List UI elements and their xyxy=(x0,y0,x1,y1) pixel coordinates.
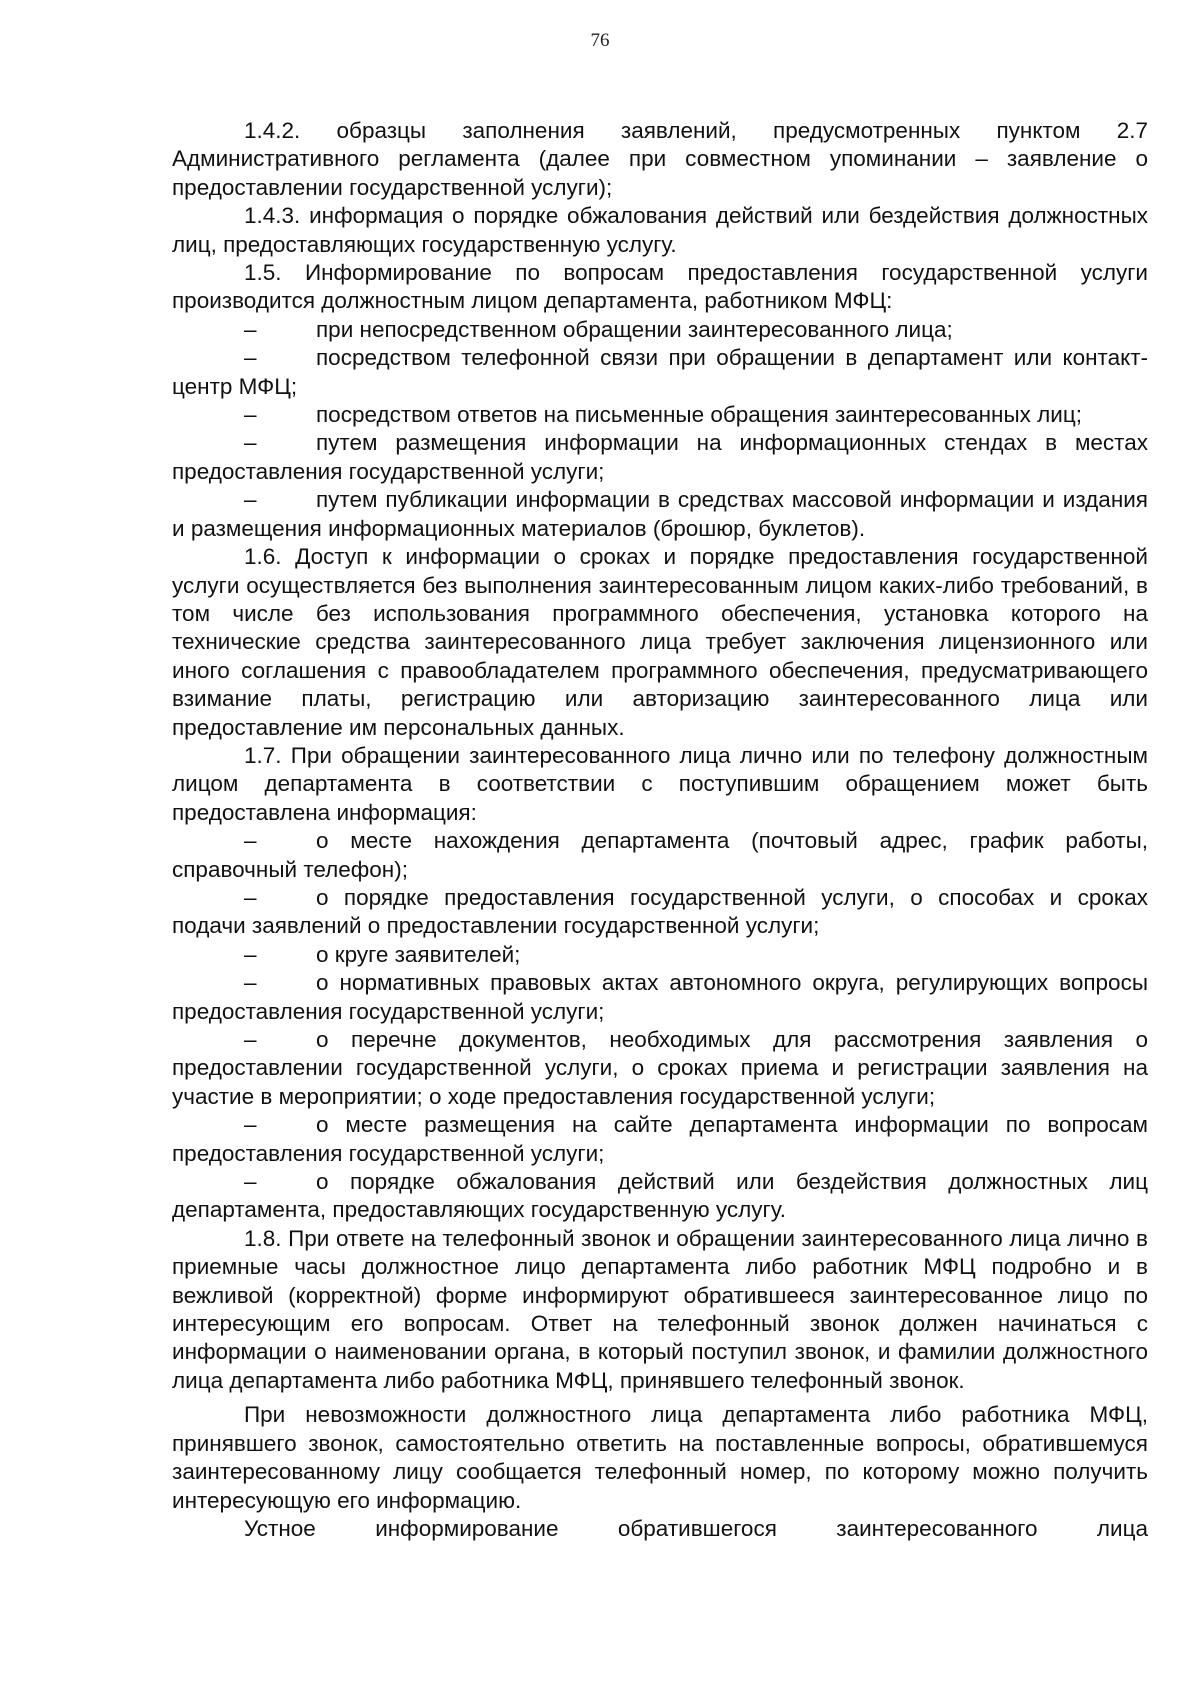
paragraph: 1.5. Информирование по вопросам предоставления государственной услуги производится должностным лицом департамента, работником МФЦ: xyxy=(172,260,1148,314)
list-item-text: о перечне документов, необходимых для рассмотрения заявления о предоставлении государственной услуги, о сроках приема и регистрации заявления на участие в мероприятии; о ходе предоставления государственной услуги; xyxy=(172,1027,1148,1109)
list-item xyxy=(172,969,1148,1026)
list-item xyxy=(172,401,1148,429)
list-item-text: о месте размещения на сайте департамента информации по вопросам предоставления государственной услуги; xyxy=(172,1112,1148,1166)
list-item-text: о круге заявителей; xyxy=(316,941,521,967)
list-item-text: о порядке обжалования действий или бездействия должностных лиц департамента, предоставляющих государственную услугу. xyxy=(172,1169,1148,1223)
page-number: 76 xyxy=(590,30,610,51)
paragraph: При невозможности должностного лица департамента либо работника МФЦ, принявшего звонок, самостоятельно ответить на поставленные вопросы, обратившемуся заинтересованному лицу сообщается телефонный номер, по которому можно получить интересующую его информацию. xyxy=(172,1402,1148,1513)
list-item-text: посредством ответов на письменные обращения заинтересованных лиц; xyxy=(316,402,1082,428)
list-dash: – xyxy=(244,487,257,513)
paragraph: 1.6. Доступ к информации о сроках и порядке предоставления государственной услуги осуществляется без выполнения заинтересованным лицом каких-либо требований, в том числе без использования программного обеспечения, установка которого на технические средства заинтересованного лица требует заключения лицензионного или иного соглашения с правообладателем программного обеспечения, предусматривающего взимание платы, регистрацию или авторизацию заинтересованного лица или предоставление им персональных данных. xyxy=(172,544,1148,740)
list-dash: – xyxy=(244,1169,257,1195)
list-dash: – xyxy=(244,828,257,854)
paragraph: 1.4.3. информация о порядке обжалования действий или бездействия должностных лиц, предоставляющих государственную услугу. xyxy=(172,203,1148,257)
list-item-text: путем публикации информации в средствах массовой информации и издания и размещения информационных материалов (брошюр, буклетов). xyxy=(172,487,1148,541)
list-item xyxy=(172,884,1148,941)
list-item-text: посредством телефонной связи при обращении в департамент или контакт-центр МФЦ; xyxy=(172,345,1148,399)
list-dash: – xyxy=(244,1027,257,1052)
list-dash: – xyxy=(244,1112,257,1138)
list-dash: – xyxy=(244,345,257,371)
list-item-text: о порядке предоставления государственной услуги, о способах и сроках подачи заявлений о предоставлении государственной услуги; xyxy=(172,884,1148,939)
list-item xyxy=(172,1026,1148,1111)
list-item-text: о месте нахождения департамента (почтовый адрес, график работы, справочный телефон); xyxy=(172,828,1148,882)
list-dash: – xyxy=(244,430,257,456)
paragraph: 1.7. При обращении заинтересованного лица лично или по телефону должностным лицом департамента в соответствии с поступившим обращением может быть предоставлена информация: xyxy=(172,742,1148,825)
list-item xyxy=(172,429,1148,486)
paragraph: 1.8. При ответе на телефонный звонок и обращении заинтересованного лица лично в приемные часы должностное лицо департамента либо работник МФЦ подробно и в вежливой (корректной) форме информируют обратившееся заинтересованное лицо по интересующим его вопросам. Ответ на телефонный звонок должен начинаться с информации о наименовании органа, в который поступил звонок, и фамилии должностного лица департамента либо работника МФЦ, принявшего телефонный звонок. xyxy=(172,1225,1148,1393)
list-item xyxy=(172,1111,1148,1168)
list-item xyxy=(172,486,1148,543)
list-item-text: о нормативных правовых актах автономного округа, регулирующих вопросы предоставления государственной услуги; xyxy=(172,970,1148,1024)
list-item xyxy=(172,344,1148,401)
list-dash: – xyxy=(244,884,257,910)
list-dash: – xyxy=(244,316,257,342)
paragraph: 1.4.2. образцы заполнения заявлений, предусмотренных пунктом 2.7 Административного регламента (далее при совместном упоминании – заявление о предоставлении государственной услуги); xyxy=(172,118,1148,200)
list-dash: – xyxy=(244,970,257,996)
list-item-text: путем размещения информации на информационных стендах в местах предоставления государственной услуги; xyxy=(172,430,1148,484)
document-body xyxy=(172,117,1148,1543)
list-item xyxy=(172,1168,1148,1225)
list-item xyxy=(172,316,1148,344)
paragraph: Устное информирование обратившегося заинтересованного лица xyxy=(244,1515,1148,1541)
list-item-text: при непосредственном обращении заинтересованного лица; xyxy=(316,316,953,342)
list-dash: – xyxy=(244,941,257,967)
list-dash: – xyxy=(244,402,257,428)
list-item xyxy=(172,941,1148,969)
list-item xyxy=(172,827,1148,884)
